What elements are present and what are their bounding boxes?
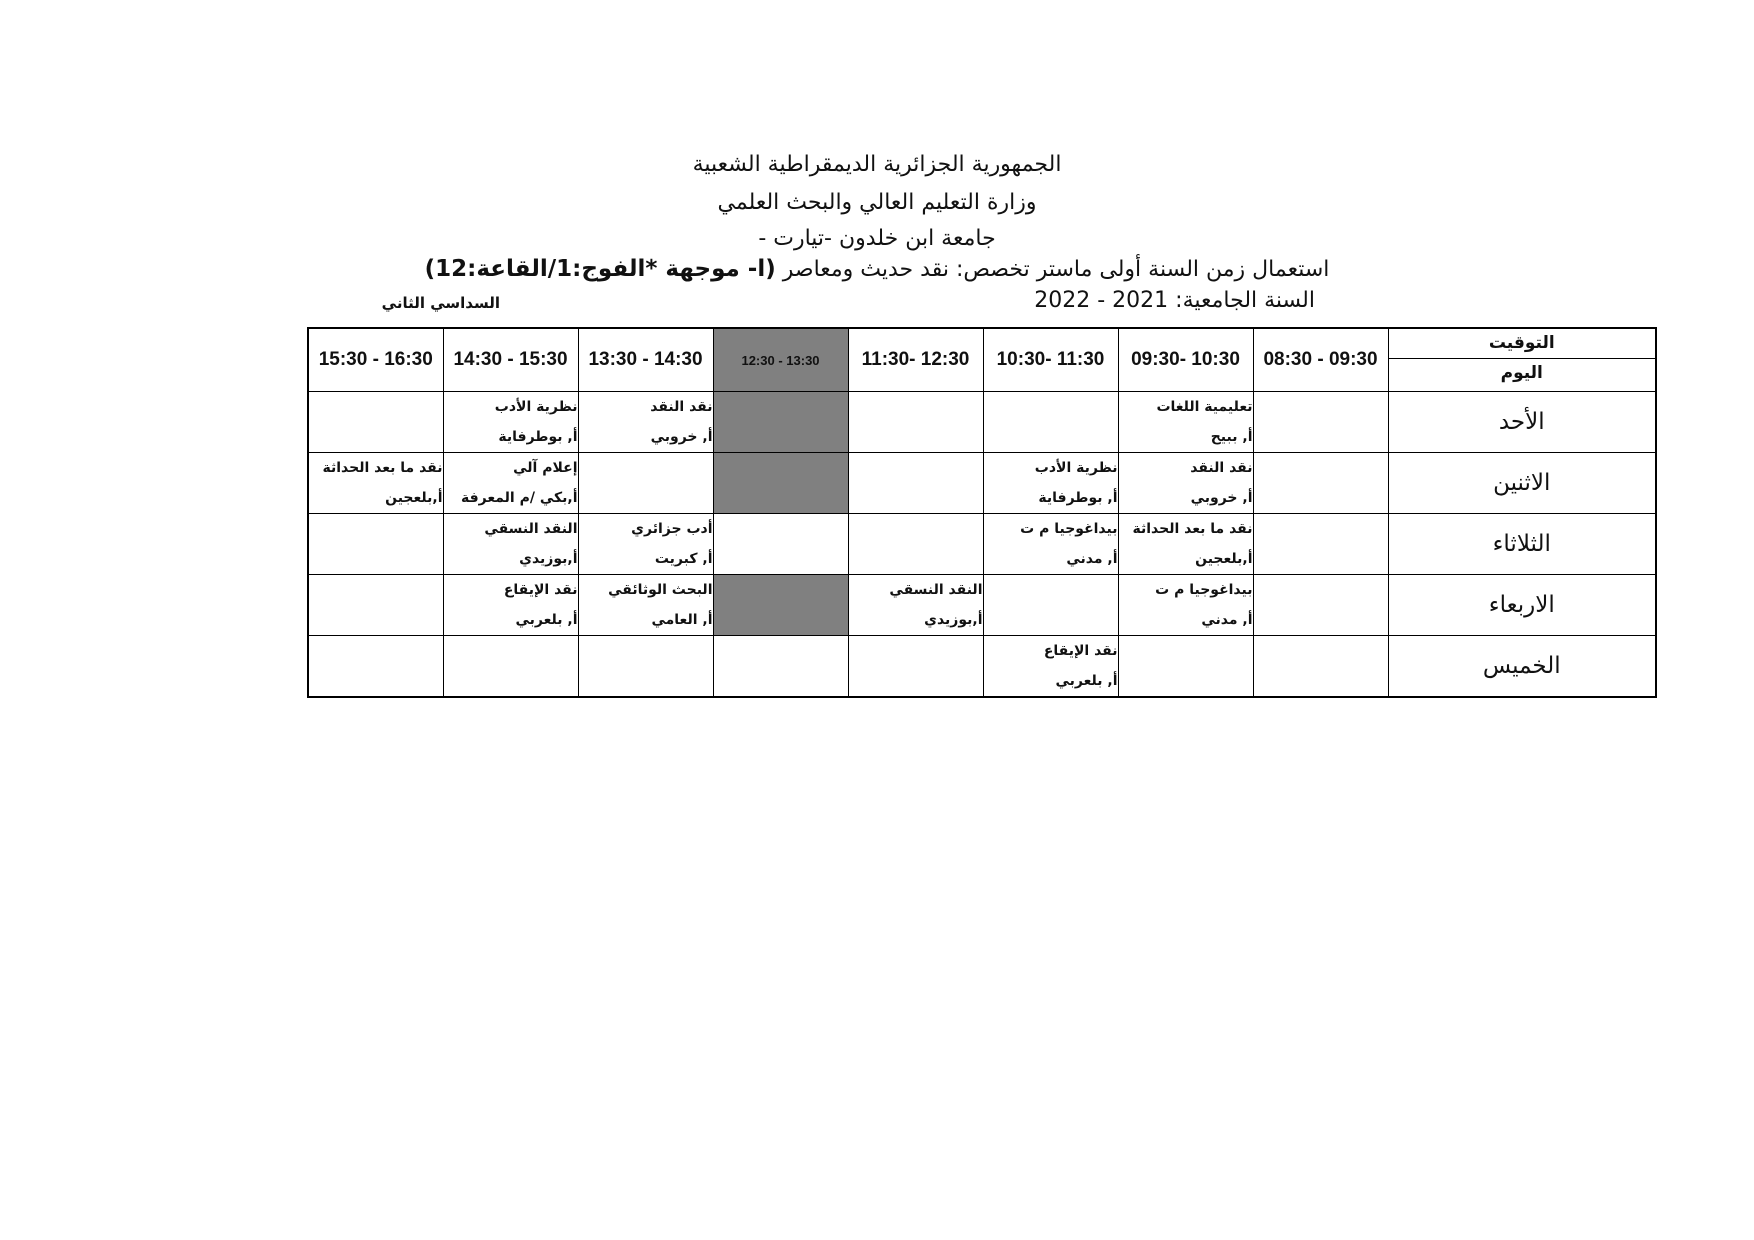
- course-name: [849, 636, 983, 666]
- schedule-cell: [1253, 392, 1388, 453]
- course-name: نظرية الأدب: [1034, 460, 1118, 476]
- schedule-cell: [1118, 453, 1253, 514]
- teacher-name: أ,بلعجين: [1195, 551, 1253, 567]
- teacher-name: [444, 666, 578, 696]
- schedule-cell: [1118, 636, 1253, 698]
- course-name: إعلام آلي: [513, 460, 578, 476]
- course-name: النقد النسقي: [889, 582, 983, 598]
- teacher-name: أ, بوطرفاية: [498, 429, 578, 445]
- day-label: الاربعاء: [1388, 575, 1656, 636]
- course-name: بيداغوجيا م ت: [1155, 582, 1253, 598]
- course-name: نقد ما بعد الحداثة: [1132, 521, 1253, 537]
- corner-divider: [1389, 358, 1656, 359]
- schedule-cell: [578, 636, 713, 698]
- course-name: [1254, 575, 1388, 605]
- schedule-cell: [713, 392, 848, 453]
- course-name: [714, 453, 848, 483]
- course-name: نقد النقد: [1190, 460, 1253, 476]
- teacher-name: [1119, 666, 1253, 696]
- schedule-cell: [308, 392, 443, 453]
- course-name: [849, 514, 983, 544]
- course-name: [984, 392, 1118, 422]
- course-name: [714, 514, 848, 544]
- day-row: [308, 453, 1656, 514]
- schedule-cell: [983, 575, 1118, 636]
- teacher-name: [1254, 422, 1388, 452]
- day-label: الأحد: [1388, 392, 1656, 453]
- schedule-cell: [578, 453, 713, 514]
- course-name: [714, 392, 848, 422]
- schedule-cell: [1253, 636, 1388, 698]
- slot-header: 10:30 -09:30: [1118, 328, 1253, 392]
- teacher-name: أ, كبريت: [654, 551, 713, 567]
- corner-cell: [1388, 328, 1656, 392]
- slot-header: 11:30 -10:30: [983, 328, 1118, 392]
- schedule-cell: [1118, 392, 1253, 453]
- schedule-cell: [1118, 514, 1253, 575]
- course-name: [714, 575, 848, 605]
- slot-header-break: 13:30 - 12:30: [713, 328, 848, 392]
- teacher-name: [714, 544, 848, 574]
- schedule-cell: [443, 636, 578, 698]
- teacher-name: [849, 422, 983, 452]
- semester-label: السداسي الثاني: [381, 294, 500, 312]
- course-name: [984, 575, 1118, 605]
- schedule-cell: [1118, 575, 1253, 636]
- schedule-cell: [713, 514, 848, 575]
- day-row: [308, 636, 1656, 698]
- teacher-name: أ, مدني: [1066, 551, 1118, 567]
- day-row: [308, 514, 1656, 575]
- course-name: [1254, 514, 1388, 544]
- university-title: جامعة ابن خلدون -تيارت -: [758, 226, 996, 251]
- schedule-cell: [578, 575, 713, 636]
- schedule-cell: [848, 453, 983, 514]
- timetable: [307, 327, 1657, 698]
- teacher-name: [984, 422, 1118, 452]
- course-name: [1254, 636, 1388, 666]
- schedule-cell: [983, 392, 1118, 453]
- schedule-cell: [308, 575, 443, 636]
- course-name: [579, 453, 713, 483]
- teacher-name: [849, 544, 983, 574]
- schedule-cell: [308, 636, 443, 698]
- course-name: نقد الإيقاع: [1043, 643, 1118, 659]
- course-name: بيداغوجيا م ت: [1020, 521, 1118, 537]
- schedule-cell: [848, 636, 983, 698]
- teacher-name: [714, 666, 848, 696]
- schedule-cell: [443, 575, 578, 636]
- course-name: البحث الوثائقي: [608, 582, 713, 598]
- course-name: نظرية الأدب: [494, 399, 578, 415]
- schedule-cell: [443, 514, 578, 575]
- teacher-name: [309, 666, 443, 696]
- course-name: [1119, 636, 1253, 666]
- teacher-name: [849, 666, 983, 696]
- course-name: [1254, 453, 1388, 483]
- schedule-cell: [443, 392, 578, 453]
- day-label: الاثنين: [1388, 453, 1656, 514]
- teacher-name: [714, 422, 848, 452]
- schedule-cell: [848, 514, 983, 575]
- course-name: النقد النسقي: [484, 521, 578, 537]
- schedule-cell: [1253, 453, 1388, 514]
- academic-year: السنة الجامعية: 2021 - 2022: [1034, 288, 1315, 313]
- schedule-cell: [713, 575, 848, 636]
- day-label: الثلاثاء: [1388, 514, 1656, 575]
- course-name: نقد الإيقاع: [503, 582, 578, 598]
- teacher-name: [579, 666, 713, 696]
- course-name: [309, 575, 443, 605]
- teacher-name: [984, 605, 1118, 635]
- ministry-title: وزارة التعليم العالي والبحث العلمي: [717, 190, 1037, 215]
- teacher-name: [309, 605, 443, 635]
- teacher-name: [1254, 605, 1388, 635]
- teacher-name: [849, 483, 983, 513]
- course-name: أدب جزائري: [631, 521, 713, 537]
- course-name: تعليمية اللغات: [1156, 399, 1253, 415]
- schedule-cell: [983, 514, 1118, 575]
- slot-header: 14:30 - 13:30: [578, 328, 713, 392]
- course-name: [849, 453, 983, 483]
- teacher-name: أ, خروبي: [650, 429, 713, 445]
- course-name: [444, 636, 578, 666]
- teacher-name: [1254, 483, 1388, 513]
- schedule-title-prefix: استعمال زمن السنة أولى ماستر تخصص: نقد حديث ومعاصر: [775, 257, 1330, 282]
- course-name: [1254, 392, 1388, 422]
- schedule-cell: [443, 453, 578, 514]
- schedule-cell: [848, 392, 983, 453]
- teacher-name: أ, العامي: [651, 612, 713, 628]
- schedule-cell: [848, 575, 983, 636]
- teacher-name: [1254, 666, 1388, 696]
- schedule-cell: [713, 636, 848, 698]
- schedule-cell: [308, 514, 443, 575]
- schedule-title: [0, 256, 1754, 282]
- schedule-cell: [578, 392, 713, 453]
- course-name: [579, 636, 713, 666]
- course-name: [309, 514, 443, 544]
- teacher-name: أ, مدني: [1201, 612, 1253, 628]
- day-row: [308, 392, 1656, 453]
- teacher-name: أ, ببيح: [1210, 429, 1253, 445]
- course-name: [849, 392, 983, 422]
- day-label: الخميس: [1388, 636, 1656, 698]
- slot-header: 15:30 - 14:30: [443, 328, 578, 392]
- schedule-cell: [713, 453, 848, 514]
- slot-header: 09:30 - 08:30: [1253, 328, 1388, 392]
- schedule-cell: [1253, 575, 1388, 636]
- day-row: [308, 575, 1656, 636]
- corner-day-label: اليوم: [1500, 363, 1543, 383]
- teacher-name: [714, 605, 848, 635]
- schedule-cell: [983, 453, 1118, 514]
- course-name: [309, 392, 443, 422]
- teacher-name: [579, 483, 713, 513]
- timetable-header-row: [308, 328, 1656, 392]
- slot-header: 12:30 -11:30: [848, 328, 983, 392]
- teacher-name: أ,بوزيدي: [519, 551, 578, 567]
- republic-title: الجمهورية الجزائرية الديمقراطية الشعبية: [692, 152, 1062, 177]
- teacher-name: أ,بوزيدي: [924, 612, 983, 628]
- schedule-cell: [308, 453, 443, 514]
- teacher-name: أ, بلعربي: [515, 612, 578, 628]
- schedule-title-group: (ا- موجهة *الفوج:1/القاعة:12): [424, 256, 776, 282]
- teacher-name: أ,بكي /م المعرفة: [460, 490, 578, 506]
- schedule-cell: [983, 636, 1118, 698]
- schedule-cell: [578, 514, 713, 575]
- course-name: نقد النقد: [650, 399, 713, 415]
- teacher-name: [309, 422, 443, 452]
- slot-header: 16:30 - 15:30: [308, 328, 443, 392]
- schedule-cell: [1253, 514, 1388, 575]
- teacher-name: أ, بلعربي: [1055, 673, 1118, 689]
- course-name: [309, 636, 443, 666]
- teacher-name: أ, بوطرفاية: [1038, 490, 1118, 506]
- teacher-name: أ, خروبي: [1190, 490, 1253, 506]
- course-name: [714, 636, 848, 666]
- corner-time-label: التوقيت: [1488, 333, 1555, 353]
- course-name: نقد ما بعد الحداثة: [322, 460, 443, 476]
- teacher-name: [309, 544, 443, 574]
- teacher-name: [1254, 544, 1388, 574]
- teacher-name: أ,بلعجين: [385, 490, 443, 506]
- teacher-name: [714, 483, 848, 513]
